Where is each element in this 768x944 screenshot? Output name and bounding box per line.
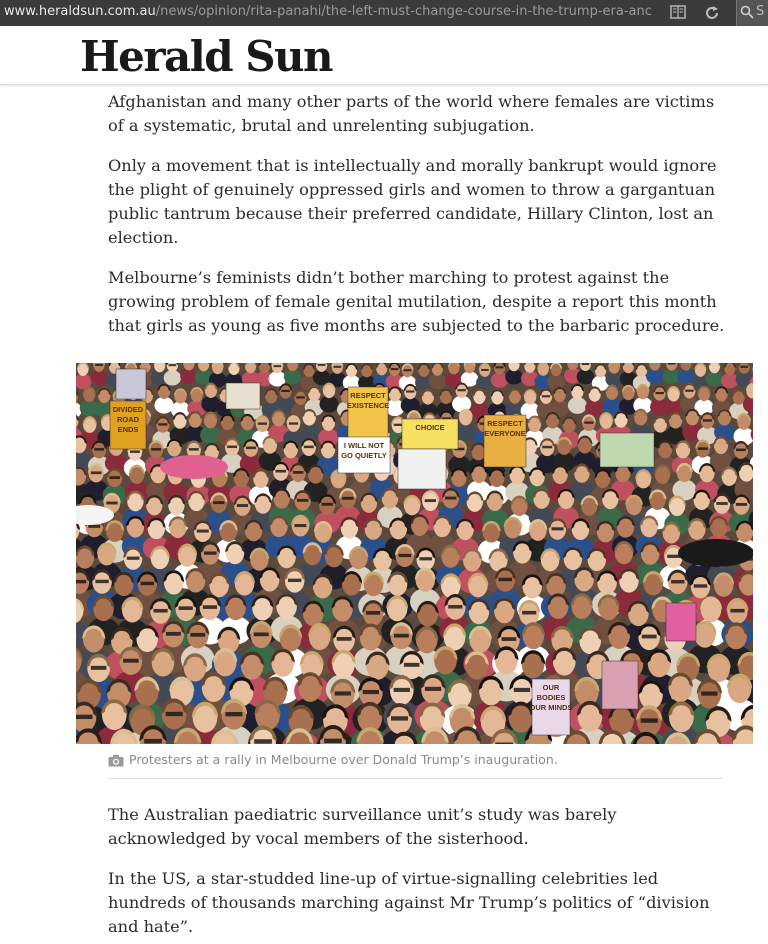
camera-icon (108, 754, 124, 767)
crowd-illustration (76, 363, 753, 744)
article-paragraph: Afghanistan and many other parts of the world where females are victims of a systematic, brutal and unrelenting subjugation. (108, 92, 715, 135)
svg-text:EVERYONE: EVERYONE (484, 429, 526, 438)
article-paragraph: In the US, a star-studded line-up of virtue-signalling celebrities led hundreds of thousands marching against Mr Trump’s politics of “division and hate”. (108, 869, 710, 936)
svg-text:BODIES: BODIES (536, 693, 566, 702)
svg-text:ENDS: ENDS (117, 425, 139, 434)
article-paragraph: Only a movement that is intellectually and morally bankrupt would ignore the plight of genuinely oppressed girls and women to throw a gargantuan public tantrum because their preferred candidate, Hillary Clinton, lost an election. (108, 156, 717, 247)
article-paragraph: The Australian paediatric surveillance unit’s study was barely acknowledged by vocal members of the sisterhood. (108, 805, 617, 848)
svg-text:DIVIDED: DIVIDED (112, 405, 144, 414)
site-header (0, 26, 768, 85)
article-photo (76, 363, 753, 744)
svg-text:CHOICE: CHOICE (415, 423, 445, 432)
svg-text:RESPECT: RESPECT (487, 419, 523, 428)
svg-text:OUR MINDS: OUR MINDS (529, 703, 573, 712)
svg-text:EXISTENCE: EXISTENCE (346, 401, 390, 410)
url-domain: www.heraldsun.com.au (4, 4, 156, 19)
reload-icon[interactable] (704, 5, 720, 21)
svg-text:RESPECT: RESPECT (350, 391, 386, 400)
svg-text:GO QUIETLY: GO QUIETLY (341, 451, 387, 460)
site-logo[interactable]: Herald Sun (80, 32, 333, 81)
browser-url-bar[interactable] (0, 0, 768, 26)
url-text[interactable] (4, 4, 652, 19)
svg-text:ROAD: ROAD (116, 415, 140, 424)
caption-text: Protesters at a rally in Melbourne over Donald Trump’s inauguration. (129, 752, 558, 767)
svg-text:I WILL NOT: I WILL NOT (343, 441, 385, 450)
svg-text:OUR: OUR (542, 683, 560, 692)
reader-view-icon[interactable] (670, 5, 686, 19)
image-caption (108, 752, 722, 779)
url-path: /news/opinion/rita-panahi/the-left-must-change-course-in-the-trump-era-anc (155, 4, 652, 19)
article-paragraph: Melbourne’s feminists didn’t bother marching to protest against the growing problem of female genital mutilation, despite a report this month that girls as young as five months are subjected to the barbaric procedure. (108, 268, 725, 335)
search-icon (740, 5, 754, 19)
search-hint: S (756, 4, 765, 19)
